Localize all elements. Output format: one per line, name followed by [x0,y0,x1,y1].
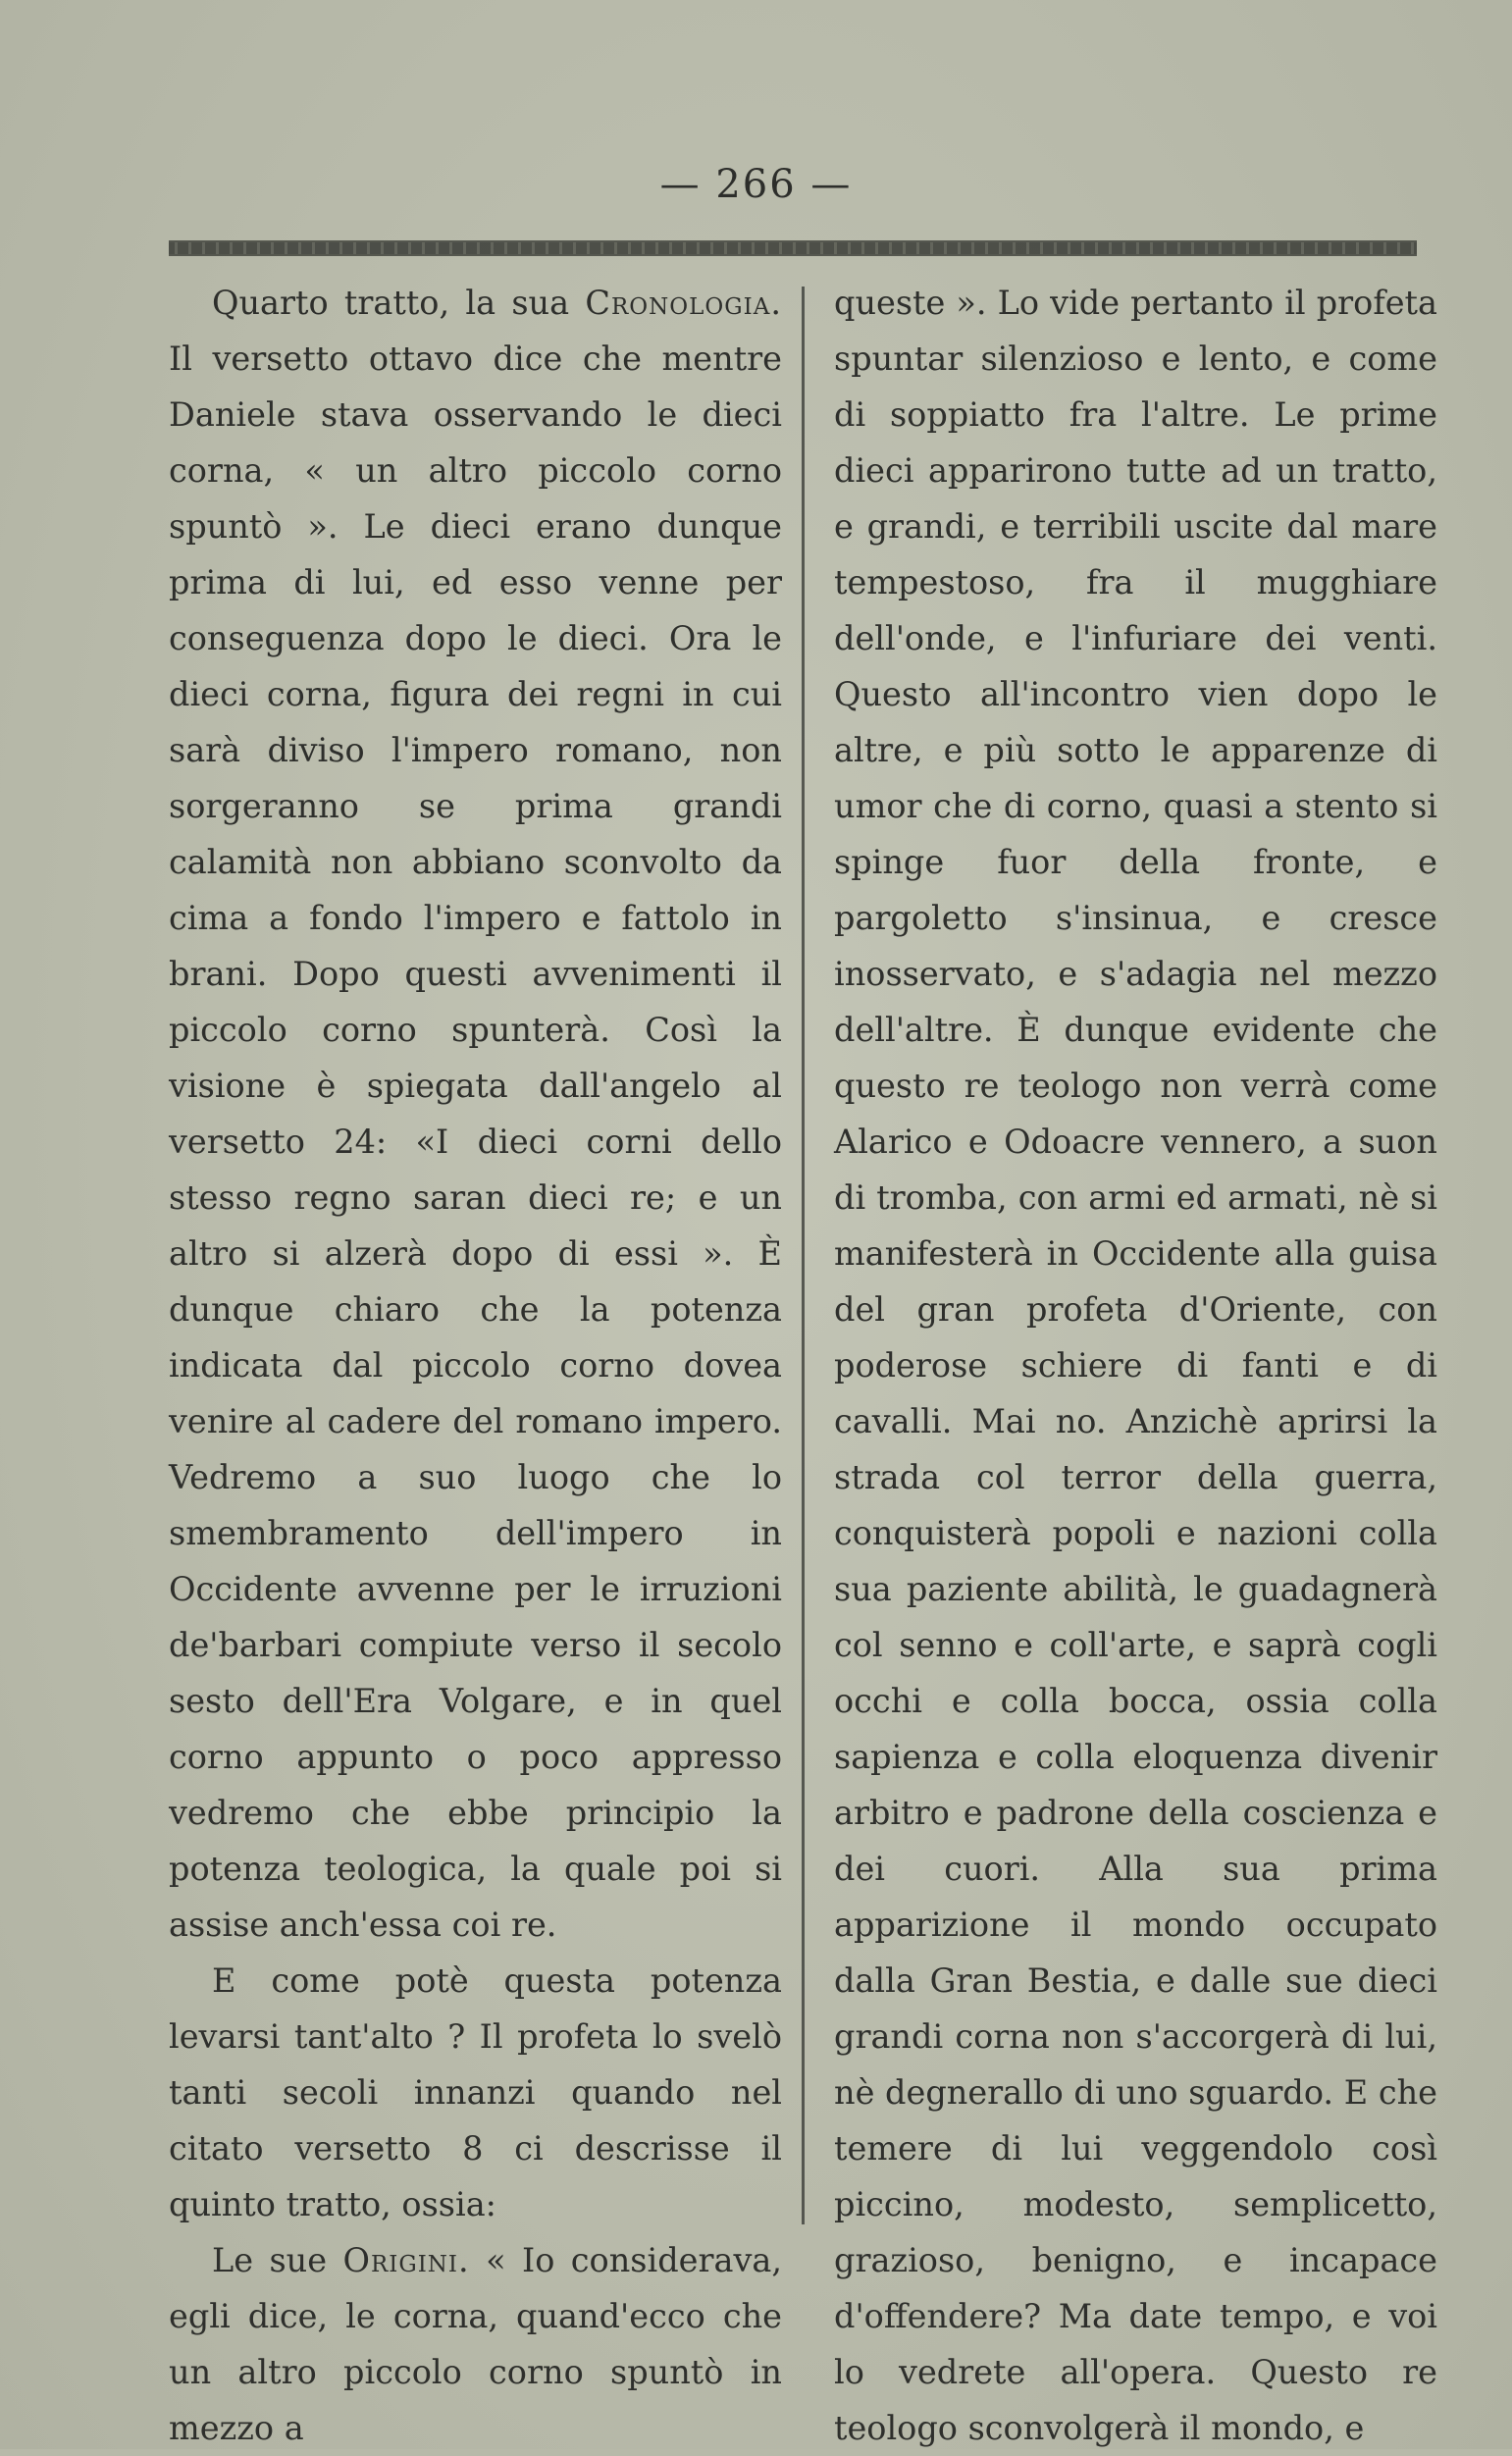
paragraph-text: Il versetto ottavo dice che mentre Daniele stava osservando le dieci corna, « un altro piccolo corno spuntò ». Le dieci erano dunque prima di lui, ed esso venne per conseguenza dopo le dieci. Ora le dieci corna, figura dei regni in cui sarà diviso l'impero romano, non sorgeranno se prima grandi calamità non abbiano sconvolto da cima a fondo l'impero e fattolo in brani. Dopo questi avvenimenti il piccolo corno spunterà. Così la visione è spiegata dall'angelo al versetto 24: «I dieci corni dello stesso regno saran dieci re; e un altro si alzerà dopo di essi ». È dunque chiaro che la potenza indicata dal piccolo corno dovea venire al cadere del romano impero. Vedremo a suo luogo che lo smembramento dell'impero in Occidente avvenne per le irruzioni de'barbari compiute verso il secolo sesto dell'Era Volgare, e in quel corno appunto o poco appresso vedremo che ebbe principio la potenza teologica, la quale poi si assise anch'essa coi re. [169,340,782,1944]
paragraph-lead: Le sue [212,2241,343,2279]
paragraph-origini [169,2232,782,2456]
section-heading-origini: Origini. [342,2241,470,2279]
paragraph-continuation: queste ». Lo vide pertanto il profeta spuntar silenzioso e lento, e come di soppiatto fra l'altre. Le prime dieci apparirono tutte ad un tratto, e grandi, e terribili uscite dal mare tempestoso, fra il mugghiare dell'onde, e l'infuriare dei venti. Questo all'incontro vien dopo le altre, e più sotto le apparenze di umor che di corno, quasi a stento si spinge fuor della fronte, e pargoletto s'insinua, e cresce inosservato, e s'adagia nel mezzo dell'altre. È dunque evidente che questo re teologo non verrà come Alarico e Odoacre vennero, a suon di tromba, con armi ed armati, nè si manifesterà in Occidente alla guisa del gran profeta d'Oriente, con poderose schiere di fanti e di cavalli. Mai no. Anzichè aprirsi la strada col terror della guerra, conquisterà popoli e nazioni colla sua paziente abilità, le guadagnerà col senno e coll'arte, e saprà cogli occhi e colla bocca, ossia colla sapienza e colla eloquenza divenir arbitro e padrone della coscienza e dei cuori. Alla sua prima apparizione il mondo occupato dalla Gran Bestia, e dalle sue dieci grandi corna non s'accorgerà di lui, nè degnerallo di uno sguardo. E che temere di lui veggendolo così piccino, modesto, semplicetto, grazioso, benigno, e incapace d'offendere? Ma date tempo, e voi lo vedrete all'opera. Questo re teologo sconvolgerà il mondo, e [834,284,1437,2447]
header-rule [169,240,1417,256]
left-column [169,275,782,2456]
paragraph-cronologia [169,275,782,1953]
right-column [834,275,1437,2456]
section-heading-cronologia: Cronologia. [585,284,782,322]
paragraph-lead: Quarto tratto, la sua [212,284,586,322]
paragraph-potenza: E come potè questa potenza levarsi tant'alto ? Il profeta lo svelò tanti secoli innanzi quando nel citato versetto 8 ci descrisse il quinto tratto, ossia: [169,1961,782,2223]
page-number: — 266 — [659,162,853,207]
column-divider [802,287,805,2224]
paragraph-text: « Io considerava, egli dice, le corna, quand'ecco che un altro piccolo corno spuntò in mezzo a [169,2241,782,2447]
